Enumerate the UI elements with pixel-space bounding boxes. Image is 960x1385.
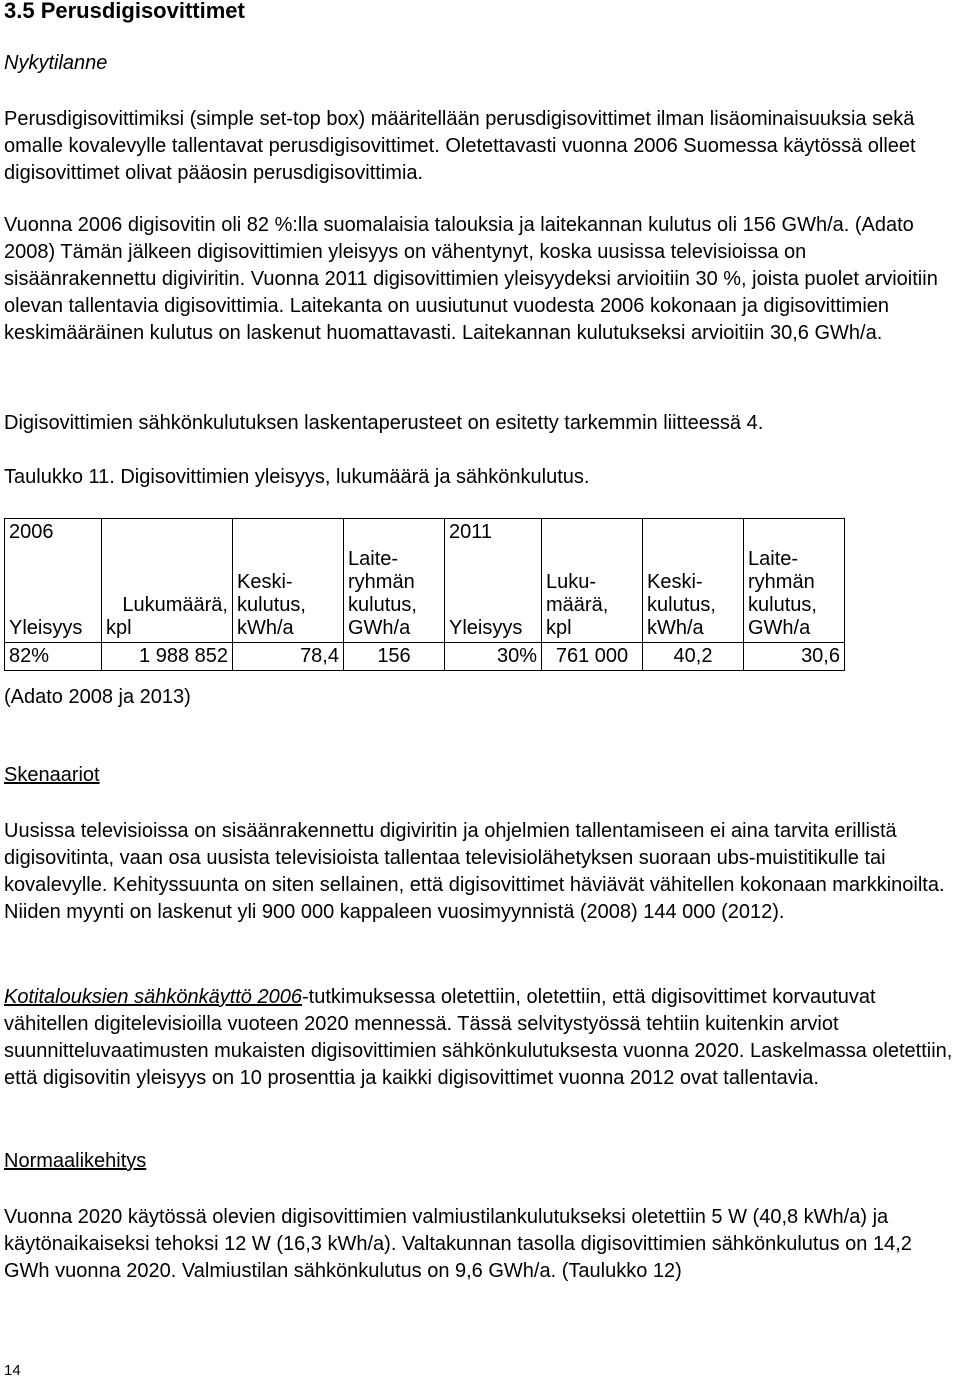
- paragraph-appendix-reference: Digisovittimien sähkönkulutuksen laskentaperusteet on esitetty tarkemmin liitteessä 4.: [4, 412, 764, 434]
- section-heading: 3.5 Perusdigisovittimet: [4, 0, 245, 23]
- cell-count-2011: 761 000: [542, 643, 643, 671]
- cell-group-consumption-2011: 30,6: [744, 643, 845, 671]
- header-cell: Lukumäärä, kpl: [102, 546, 233, 643]
- paragraph-definition: Perusdigisovittimiksi (simple set-top box) määritellään perusdigisovittimet ilman lisäominaisuuksia sekä omalle kovalevylle tallentavat perusdigisovittimet. Oletettavasti vuonna 2006 Suomessa käytössä olleet digisovittimet olivat pääosin perusdigisovittimia.: [4, 108, 916, 184]
- paragraph-usage-history: Vuonna 2006 digisovitin oli 82 %:lla suomalaisia talouksia ja laitekannan kulutus oli 156 GWh/a. (Adato 2008) Tämän jälkeen digisovittimien yleisyys on vähentynyt, koska uusissa televisioissa on sisäänrakennettu digiviritin. Vuonna 2011 digisovittimien yleisyydeksi arvioitiin 30 %, joista puolet arvioitiin olevan tallentavia digisovittimia. Laitekanta on uusiutunut vuodesta 2006 kokonaan ja digisovittimien keskimääräinen kulutus on laskenut huomattavasti. Laitekannan kulutukseksi arvioitiin 30,6 GWh/a.: [4, 214, 938, 344]
- table-caption: Taulukko 11. Digisovittimien yleisyys, lukumäärä ja sähkönkulutus.: [4, 466, 590, 488]
- table-year-row: [5, 519, 845, 547]
- study-title-link: Kotitalouksien sähkönkäyttö 2006: [4, 986, 302, 1008]
- year-2011-cell: 2011: [445, 519, 542, 547]
- header-cell: Laite- ryhmän kulutus, GWh/a: [344, 546, 445, 643]
- subheading-current-situation: Nykytilanne: [4, 52, 108, 74]
- paragraph-household-study: Kotitalouksien sähkönkäyttö 2006-tutkimuksessa oletettiin, oletettiin, että digisovittimet korvautuvat vähitellen digitelevisioilla vuoteen 2020 mennessä. Tässä selvitystyössä tehtiin kuitenkin arviot suunnitteluvaatimusten mukaisten digisovittimien sähkönkulutuksesta vuonna 2020. Laskelmassa oletettiin, että digisovitin yleisyys on 10 prosenttia ja kaikki digisovittimet vuonna 2012 ovat tallentavia.: [4, 986, 953, 1089]
- cell-avg-consumption-2011: 40,2: [643, 643, 744, 671]
- paragraph-normal-development: Vuonna 2020 käytössä olevien digisovittimien valmiustilankulutukseksi oletettiin 5 W (40,8 kWh/a) ja käytönaikaiseksi tehoksi 12 W (16,3 kWh/a). Valtakunnan tasolla digisovittimien sähkönkulutus on 14,2 GWh vuonna 2020. Valmiustilan sähkönkulutus on 9,6 GWh/a. (Taulukko 12): [4, 1206, 912, 1282]
- table-header-row: [5, 546, 845, 643]
- page-number: 14: [4, 1362, 21, 1379]
- paragraph-scenarios: Uusissa televisioissa on sisäänrakennettu digiviritin ja ohjelmien tallentamiseen ei aina tarvita erillistä digisovitinta, vaan osa uusista televisioista tallentaa televisiolähetyksen suoraan ubs-muistitikulle tai kovalevylle. Kehityssuunta on siten sellainen, että digisovittimet häviävät vähitellen kokonaan markkinoilta. Niiden myynti on laskenut yli 900 000 kappaleen vuosimyynnistä (2008) 144 000 (2012).: [4, 820, 945, 923]
- cell-count-2006: 1 988 852: [102, 643, 233, 671]
- subheading-normal-development: Normaalikehitys: [4, 1150, 147, 1172]
- header-cell: Keski- kulutus, kWh/a: [643, 546, 744, 643]
- cell-avg-consumption-2006: 78,4: [233, 643, 344, 671]
- table-row: [5, 643, 845, 671]
- header-cell: Keski- kulutus, kWh/a: [233, 546, 344, 643]
- cell-group-consumption-2006: 156: [344, 643, 445, 671]
- cell-prevalence-2011: 30%: [445, 643, 542, 671]
- header-cell: Yleisyys: [445, 546, 542, 643]
- header-cell: Luku- määrä, kpl: [542, 546, 643, 643]
- header-cell: Yleisyys: [5, 546, 102, 643]
- table-source: (Adato 2008 ja 2013): [4, 686, 191, 708]
- header-cell: Laite- ryhmän kulutus, GWh/a: [744, 546, 845, 643]
- year-2006-cell: 2006: [5, 519, 102, 547]
- subheading-scenarios: Skenaariot: [4, 764, 100, 786]
- set-top-box-table: [4, 518, 845, 671]
- cell-prevalence-2006: 82%: [5, 643, 102, 671]
